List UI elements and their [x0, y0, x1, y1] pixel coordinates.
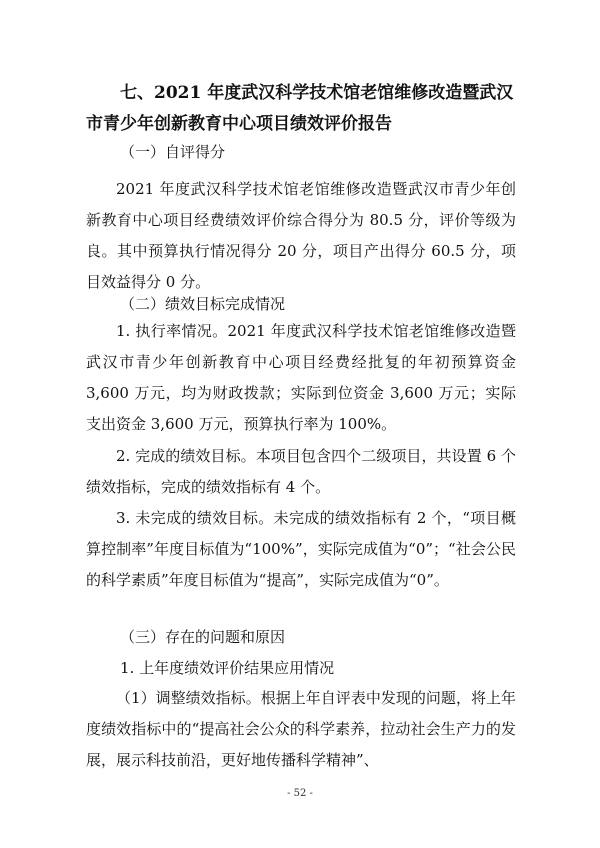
paragraph-score-summary: 2021 年度武汉科学技术馆老馆维修改造暨武汉市青少年创新教育中心项目经费绩效评价综合得分为 80.5 分，评价等级为良。其中预算执行情况得分 20 分，项目产出得分 60.5 分，项目效益得分 0 分。 [86, 180, 516, 291]
page-number: - 52 - [287, 788, 313, 799]
report-title: 七、2021 年度武汉科学技术馆老馆维修改造暨武汉市青少年创新教育中心项目绩效评价报告 [86, 83, 514, 134]
section-heading-self-score: （一）自评得分 [120, 143, 226, 161]
paragraph-uncompleted-goals: 3. 未完成的绩效目标。未完成的绩效指标有 2 个，“项目概算控制率”年度目标值为“100%”，实际完成值为“0”；“社会公民的科学素质”年度目标值为“提高”，实际完成值为“0”。 [86, 509, 516, 589]
section-heading-goal-completion: （二）绩效目标完成情况 [120, 295, 286, 313]
paragraph-completed-goals: 2. 完成的绩效目标。本项目包含四个二级项目，共设置 6 个绩效指标，完成的绩效指标有 4 个。 [86, 447, 516, 496]
paragraph-adjust-indicators: （1）调整绩效指标。根据上年自评表中发现的问题，将上年度绩效指标中的“提高社会公众的科学素养，拉动社会生产力的发展，展示科技前沿，更好地传播科学精神”、 [86, 689, 516, 769]
section-heading-problems: （三）存在的问题和原因 [120, 628, 286, 646]
subheading-last-year-results: 1. 上年度绩效评价结果应用情况 [120, 659, 335, 677]
paragraph-execution-rate: 1. 执行率情况。2021 年度武汉科学技术馆老馆维修改造暨武汉市青少年创新教育中心项目经费经批复的年初预算资金 3,600 万元，均为财政拨款；实际到位资金 3,600 万元；实际支出资金 3,600 万元，预算执行率为 100%。 [86, 322, 516, 433]
